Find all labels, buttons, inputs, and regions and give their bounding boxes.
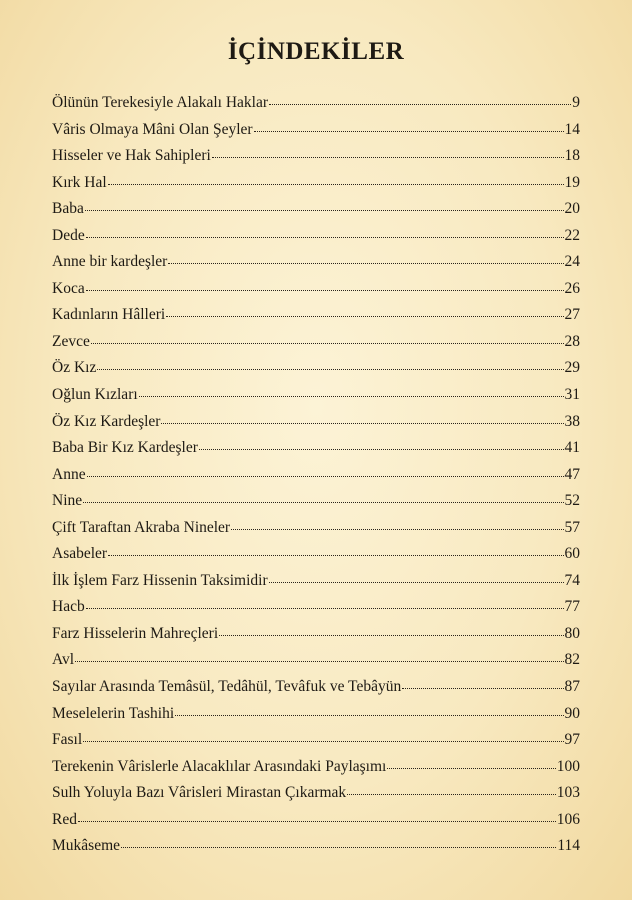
toc-entry-page-number: 103	[556, 784, 580, 802]
toc-entry-page-number: 38	[564, 412, 580, 430]
toc-entry[interactable]	[52, 302, 580, 329]
toc-entry-page-number: 106	[556, 810, 580, 828]
toc-entry-title: Koca	[52, 279, 85, 297]
dot-leader	[87, 475, 564, 477]
toc-entry[interactable]	[52, 807, 580, 834]
dot-leader	[166, 315, 563, 317]
toc-entry[interactable]	[52, 833, 580, 860]
toc-entry-title: Zevce	[52, 332, 90, 350]
toc-entry[interactable]	[52, 647, 580, 674]
toc-entry[interactable]	[52, 90, 580, 117]
dot-leader	[83, 501, 563, 503]
toc-entry-title: Avl	[52, 651, 75, 669]
toc-entry[interactable]	[52, 223, 580, 250]
toc-entry[interactable]	[52, 754, 580, 781]
toc-entry-page-number: 47	[564, 465, 580, 483]
toc-entry-page-number: 82	[564, 651, 580, 669]
toc-entry[interactable]	[52, 727, 580, 754]
toc-entry-title: Anne bir kardeşler	[52, 253, 168, 271]
toc-entry[interactable]	[52, 462, 580, 489]
toc-entry-page-number: 41	[564, 439, 580, 457]
toc-entry-title: Baba	[52, 200, 84, 218]
toc-entry-page-number: 77	[564, 598, 580, 616]
dot-leader	[108, 554, 563, 556]
toc-entry-title: Kadınların Hâlleri	[52, 306, 166, 324]
toc-entry-page-number: 57	[564, 518, 580, 536]
toc-entry-title: Ölünün Terekesiyle Alakalı Haklar	[52, 94, 268, 111]
toc-entry-title: Terekenin Vârislerle Alacaklılar Arasındaki Paylaşımı	[52, 757, 387, 775]
toc-entry-page-number: 9	[572, 94, 580, 111]
toc-entry[interactable]	[52, 594, 580, 621]
toc-entry-page-number: 22	[564, 226, 580, 244]
dot-leader	[75, 660, 563, 662]
toc-entry-page-number: 24	[564, 253, 580, 271]
toc-entry[interactable]	[52, 701, 580, 728]
toc-entry-page-number: 100	[556, 757, 580, 775]
toc-entry[interactable]	[52, 621, 580, 648]
dot-leader	[269, 581, 564, 583]
dot-leader	[139, 395, 564, 397]
toc-entry[interactable]	[52, 541, 580, 568]
toc-entry[interactable]	[52, 568, 580, 595]
dot-leader	[83, 740, 563, 742]
toc-entry-title: Vâris Olmaya Mâni Olan Şeyler	[52, 120, 253, 138]
toc-entry[interactable]	[52, 488, 580, 515]
toc-entry-title: Asabeler	[52, 545, 108, 563]
toc-entry-page-number: 80	[564, 624, 580, 642]
toc-entry-title: Hisseler ve Hak Sahipleri	[52, 147, 211, 165]
dot-leader	[387, 767, 555, 769]
toc-entry[interactable]	[52, 170, 580, 197]
toc-entry-page-number: 28	[564, 332, 580, 350]
dot-leader	[254, 130, 564, 132]
toc-entry-page-number: 31	[564, 386, 580, 404]
toc-entry-page-number: 19	[564, 173, 580, 191]
dot-leader	[219, 634, 563, 636]
toc-entry-title: Kırk Hal	[52, 173, 107, 191]
dot-leader	[86, 607, 564, 609]
toc-entry[interactable]	[52, 249, 580, 276]
toc-entry-title: Anne	[52, 465, 86, 483]
dot-leader	[78, 820, 556, 822]
toc-entry[interactable]	[52, 435, 580, 462]
toc-entry-title: Nine	[52, 492, 83, 510]
toc-entry-title: Mukâseme	[52, 837, 121, 855]
dot-leader	[402, 687, 563, 689]
toc-entry-title: Fasıl	[52, 731, 83, 749]
toc-entry-title: İlk İşlem Farz Hissenin Taksimidir	[52, 571, 268, 589]
toc-entry-title: Öz Kız Kardeşler	[52, 412, 161, 430]
toc-entry-title: Hacb	[52, 598, 85, 616]
toc-entry-title: Dede	[52, 226, 85, 244]
toc-entry-page-number: 114	[557, 837, 580, 855]
dot-leader	[108, 183, 564, 185]
toc-entry-page-number: 20	[564, 200, 580, 218]
dot-leader	[86, 236, 564, 238]
toc-entry[interactable]	[52, 196, 580, 223]
toc-entry[interactable]	[52, 276, 580, 303]
dot-leader	[168, 262, 563, 264]
toc-entry[interactable]	[52, 329, 580, 356]
page-title: İÇİNDEKİLER	[227, 38, 405, 65]
toc-entry-page-number: 26	[564, 279, 580, 297]
toc-entry[interactable]	[52, 780, 580, 807]
table-of-contents	[52, 90, 580, 860]
dot-leader	[97, 368, 563, 370]
dot-leader	[269, 103, 571, 105]
toc-entry-page-number: 18	[564, 147, 580, 165]
toc-entry-page-number: 97	[564, 731, 580, 749]
dot-leader	[85, 209, 564, 211]
toc-entry[interactable]	[52, 409, 580, 436]
toc-entry-title: Baba Bir Kız Kardeşler	[52, 439, 198, 457]
toc-entry-page-number: 14	[564, 120, 580, 138]
toc-entry[interactable]	[52, 117, 580, 144]
toc-entry-title: Oğlun Kızları	[52, 386, 138, 404]
toc-entry-page-number: 27	[564, 306, 580, 324]
toc-entry-title: Meselelerin Tashihi	[52, 704, 175, 722]
toc-entry[interactable]	[52, 674, 580, 701]
toc-entry-page-number: 29	[564, 359, 580, 377]
toc-entry-title: Çift Taraftan Akraba Nineler	[52, 518, 231, 536]
toc-entry-page-number: 87	[564, 678, 580, 696]
dot-leader	[347, 793, 556, 795]
toc-entry-title: Öz Kız	[52, 359, 97, 377]
dot-leader	[161, 422, 563, 424]
toc-entry-title: Sulh Yoluyla Bazı Vârisleri Mirastan Çıkarmak	[52, 784, 347, 802]
dot-leader	[91, 342, 564, 344]
toc-entry-page-number: 60	[564, 545, 580, 563]
toc-entry-page-number: 74	[564, 571, 580, 589]
dot-leader	[199, 448, 564, 450]
toc-entry-title: Farz Hisselerin Mahreçleri	[52, 624, 219, 642]
toc-entry[interactable]	[52, 143, 580, 170]
dot-leader	[175, 714, 563, 716]
toc-entry[interactable]	[52, 382, 580, 409]
toc-entry-title: Red	[52, 810, 77, 828]
dot-leader	[231, 528, 563, 530]
toc-entry[interactable]	[52, 355, 580, 382]
toc-entry-page-number: 52	[564, 492, 580, 510]
dot-leader	[121, 846, 556, 848]
dot-leader	[212, 156, 564, 158]
toc-entry[interactable]	[52, 515, 580, 542]
toc-entry-page-number: 90	[564, 704, 580, 722]
dot-leader	[86, 289, 564, 291]
toc-entry-title: Sayılar Arasında Temâsül, Tedâhül, Tevâfuk ve Tebâyün	[52, 678, 402, 696]
